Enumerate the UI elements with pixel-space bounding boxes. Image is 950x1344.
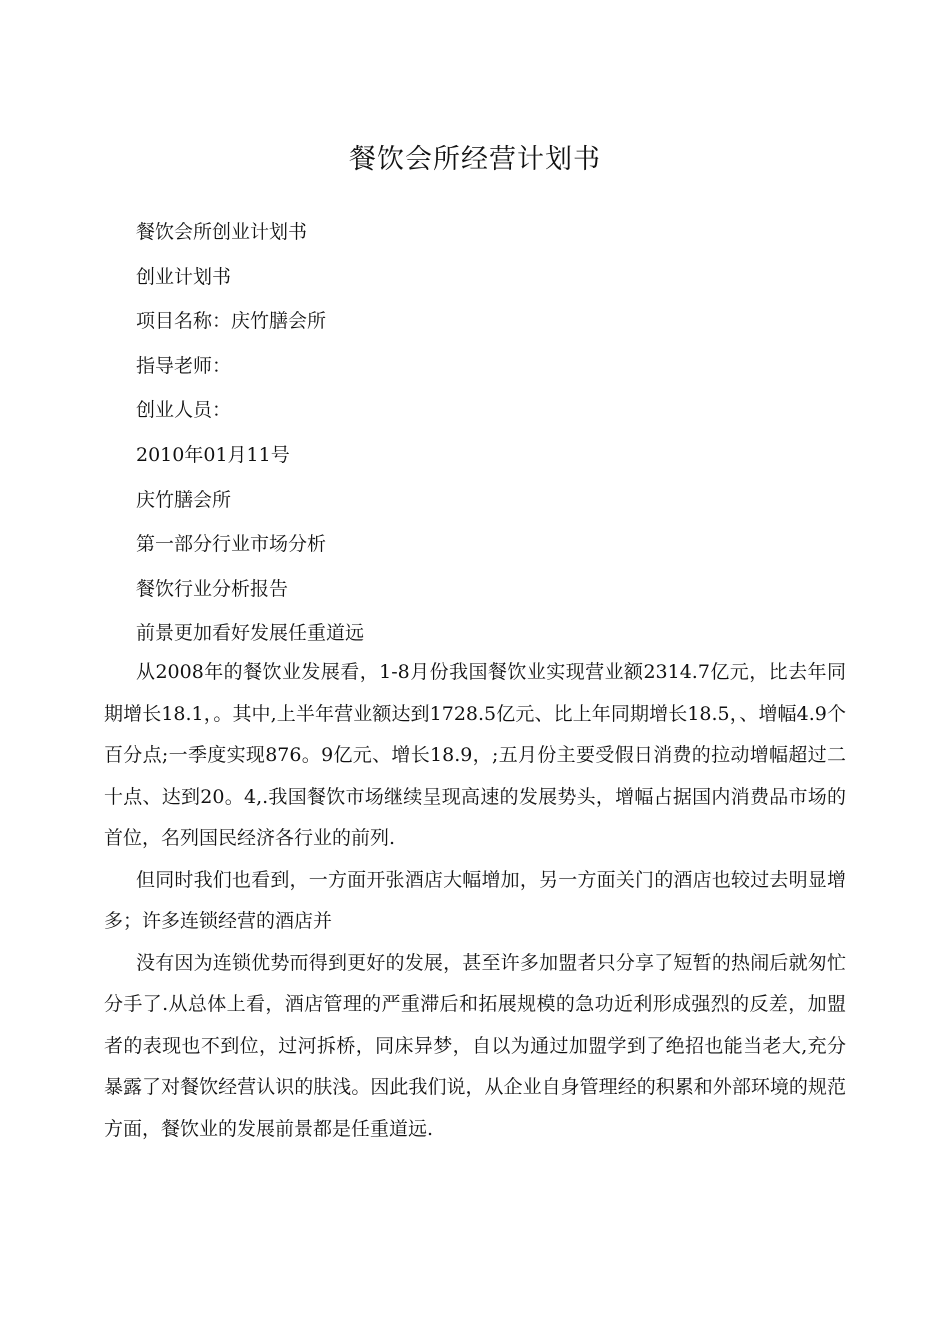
team-members-line: 创业人员： xyxy=(136,399,232,422)
body-text xyxy=(104,652,846,1150)
advisor-line: 指导老师： xyxy=(136,354,232,377)
paragraph-market-growth: 从2008年的餐饮业发展看，1-8月份我国餐饮业实现营业额2314.7亿元，比去年同期增长18.1，。其中,上半年营业额达到1728.5亿元、比上年同期增长18.5，、增幅4.9个百分点;一季度实现876。9亿元、增长18.9，;五月份主要受假日消费的拉动增幅超过二十点、达到20。4,.我国餐饮市场继续呈现高速的发展势头，增幅占据国内消费品市场的首位，名列国民经济各行业的前列. xyxy=(104,661,846,849)
date-line: 2010年01月11号 xyxy=(136,443,290,466)
plan-label-line: 创业计划书 xyxy=(136,265,232,288)
outlook-heading: 前景更加看好发展任重道远 xyxy=(136,622,365,645)
header-lines xyxy=(136,210,836,656)
report-heading: 餐饮行业分析报告 xyxy=(136,577,289,600)
paragraph-franchise-issues: 没有因为连锁优势而得到更好的发展，甚至许多加盟者只分享了短暂的热闹后就匆忙分手了.从总体上看，酒店管理的严重滞后和拓展规模的急功近利形成强烈的反差，加盟者的表现也不到位，过河拆桥，同床异梦，自以为通过加盟学到了绝招也能当老大,充分暴露了对餐饮经营认识的肤浅。因此我们说，从企业自身管理经的积累和外部环境的规范方面，餐饮业的发展前景都是任重道远. xyxy=(104,951,846,1140)
document-title: 餐饮会所经营计划书 xyxy=(349,144,601,175)
project-name-line: 项目名称：庆竹膳会所 xyxy=(136,310,327,333)
company-name-line: 庆竹膳会所 xyxy=(136,488,232,511)
paragraph-openings-closures: 但同时我们也看到，一方面开张酒店大幅增加，另一方面关门的酒店也较过去明显增多；许多连锁经营的酒店并 xyxy=(104,868,846,932)
subtitle-line: 餐饮会所创业计划书 xyxy=(136,221,308,243)
section-heading: 第一部分行业市场分析 xyxy=(136,533,327,556)
